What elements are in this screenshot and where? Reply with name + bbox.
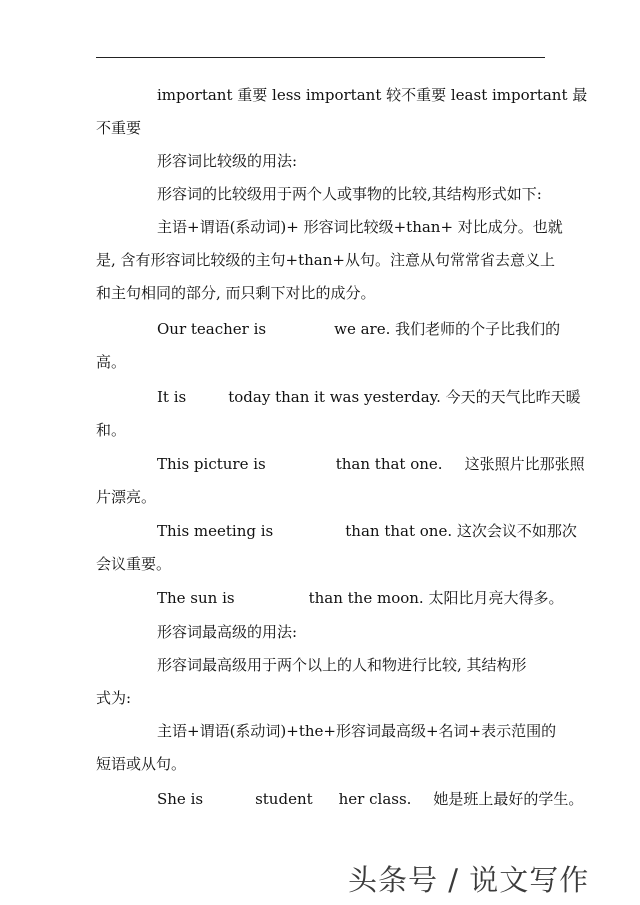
watermark: 头条号 / 说文写作 bbox=[348, 863, 590, 897]
example-sentence bbox=[96, 381, 581, 447]
example-text: today than it was yesterday. 今天的天气比昨天暖 bbox=[228, 388, 581, 406]
text-line: 主语+谓语(系动词)+the+形容词最高级+名词+表示范围的 bbox=[157, 722, 557, 740]
text-line: 不重要 bbox=[96, 119, 142, 137]
text-line: 式为: bbox=[96, 689, 132, 707]
example-text: This meeting is bbox=[157, 522, 274, 540]
text-line: 形容词最高级用于两个以上的人和物进行比较, 其结构形 bbox=[157, 656, 527, 674]
example-text: Our teacher is bbox=[157, 320, 267, 338]
example-text: 她是班上最好的学生。 bbox=[433, 790, 584, 808]
text-line: 形容词比较级的用法: bbox=[157, 152, 298, 170]
paragraph bbox=[96, 79, 588, 145]
text-line bbox=[96, 313, 561, 346]
header-rule bbox=[96, 57, 545, 58]
example-text: her class. bbox=[338, 790, 412, 808]
example-text: student bbox=[255, 790, 313, 808]
text-line bbox=[96, 582, 564, 615]
example-text: we are. 我们老师的个子比我们的 bbox=[334, 320, 561, 338]
example-text: This picture is bbox=[157, 455, 266, 473]
example-sentence bbox=[96, 448, 585, 514]
section-heading-superlative bbox=[96, 616, 557, 781]
text-line: 是, 含有形容词比较级的主句+than+从句。注意从句常常省去意义上 bbox=[96, 251, 555, 269]
example-text: than the moon. 太阳比月亮大得多。 bbox=[308, 589, 564, 607]
example-sentence bbox=[96, 313, 561, 379]
text-line: 和主句相同的部分, 而只剩下对比的成分。 bbox=[96, 284, 376, 302]
section-heading-comparative bbox=[96, 145, 563, 310]
text-line: 形容词的比较级用于两个人或事物的比较,其结构形式如下: bbox=[157, 185, 542, 203]
text-line bbox=[96, 783, 584, 816]
example-text: It is bbox=[157, 388, 187, 406]
text-line: 会议重要。 bbox=[96, 555, 172, 573]
example-text: 这张照片比那张照 bbox=[464, 455, 585, 473]
example-text: The sun is bbox=[157, 589, 235, 607]
example-text: She is bbox=[157, 790, 204, 808]
example-sentence bbox=[96, 582, 564, 615]
text-line: 形容词最高级的用法: bbox=[157, 623, 298, 641]
example-text: than that one. 这次会议不如那次 bbox=[345, 522, 577, 540]
example-text: than that one. bbox=[335, 455, 443, 473]
text-line: 和。 bbox=[96, 421, 127, 439]
text-line: 高。 bbox=[96, 353, 127, 371]
text-line: 短语或从句。 bbox=[96, 755, 187, 773]
text-line: 主语+谓语(系动词)+ 形容词比较级+than+ 对比成分。也就 bbox=[157, 218, 563, 236]
text-line bbox=[96, 381, 581, 414]
text-line bbox=[96, 448, 585, 481]
example-sentence bbox=[96, 515, 577, 581]
text-line: 片漂亮。 bbox=[96, 488, 157, 506]
example-sentence bbox=[96, 783, 584, 816]
text-line: important 重要 less important 较不重要 least important 最 bbox=[157, 86, 588, 104]
text-line bbox=[96, 515, 577, 548]
